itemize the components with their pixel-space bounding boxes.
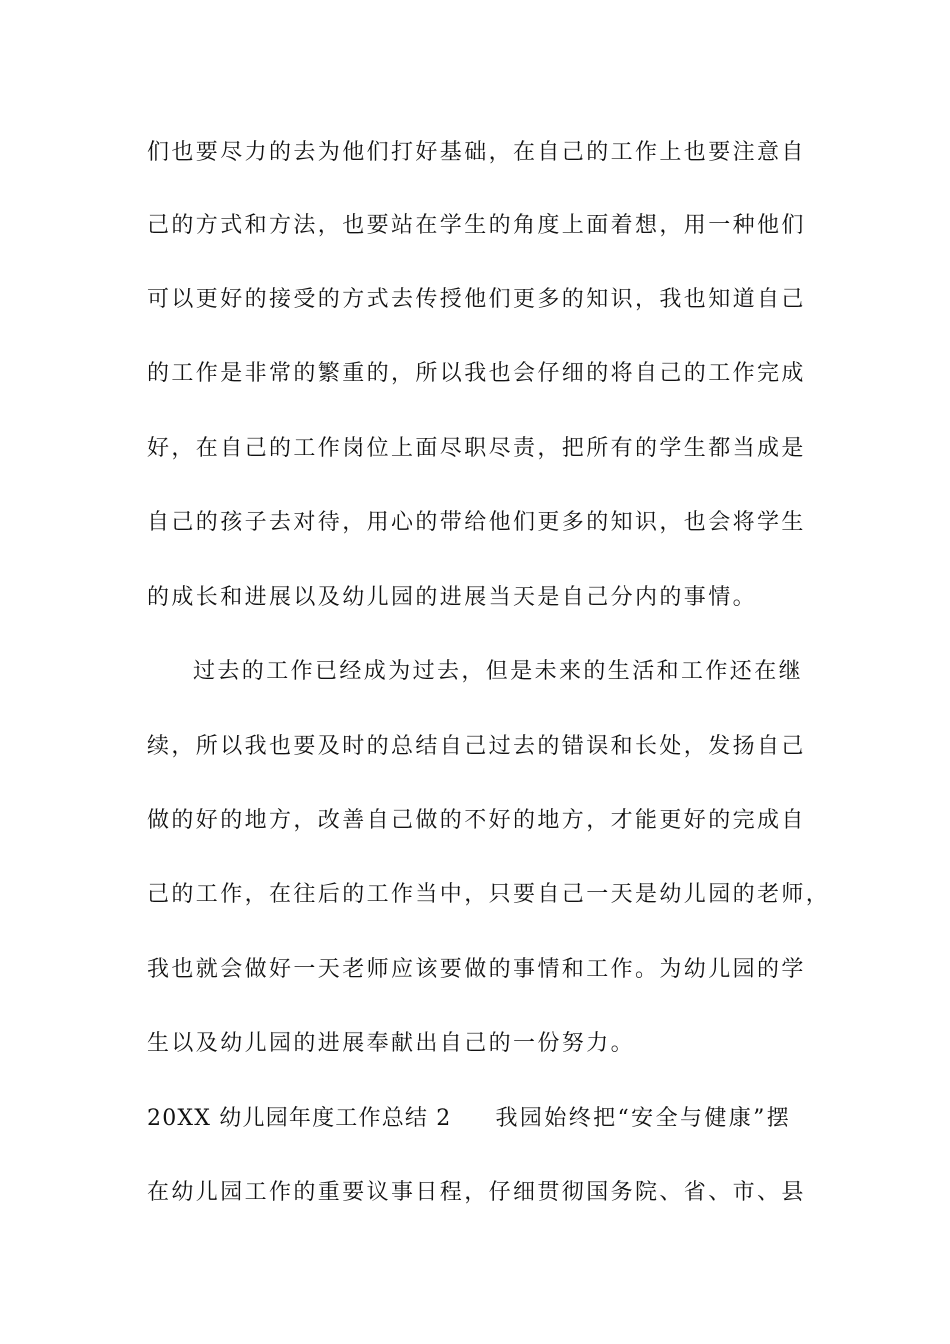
section-heading-line <box>147 1104 827 1134</box>
text-line: 己的方式和方法，也要站在学生的角度上面着想，用一种他们 <box>147 213 806 238</box>
text-line: 的成长和进展以及幼儿园的进展当天是自己分内的事情。 <box>147 585 758 610</box>
section-title: 20XX 幼儿园年度工作总结 2 <box>147 1106 452 1131</box>
text-line: 续，所以我也要及时的总结自己过去的错误和长处，发扬自己 <box>147 734 806 759</box>
text-line: 可以更好的接受的方式去传授他们更多的知识，我也知道自己 <box>147 287 806 312</box>
text-line: 在幼儿园工作的重要议事日程，仔细贯彻国务院、省、市、县 <box>147 1180 806 1205</box>
text-line: 好，在自己的工作岗位上面尽职尽责，把所有的学生都当成是 <box>147 436 806 461</box>
text-line: 的工作是非常的繁重的，所以我也会仔细的将自己的工作完成 <box>147 361 806 386</box>
text-line: 们也要尽力的去为他们打好基础，在自己的工作上也要注意自 <box>147 140 806 165</box>
text-line: 己的工作，在往后的工作当中，只要自己一天是幼儿园的老师， <box>147 882 831 907</box>
text-line: 做的好的地方，改善自己做的不好的地方，才能更好的完成自 <box>147 808 806 833</box>
section-text: 我园始终把“安全与健康”摆 <box>495 1106 792 1131</box>
text-line: 我也就会做好一天老师应该要做的事情和工作。为幼儿园的学 <box>147 957 806 982</box>
paragraph-first-line: 过去的工作已经成为过去，但是未来的生活和工作还在继 <box>193 659 804 684</box>
text-line: 生以及幼儿园的进展奉献出自己的一份努力。 <box>147 1031 636 1056</box>
text-line: 自己的孩子去对待，用心的带给他们更多的知识，也会将学生 <box>147 510 806 535</box>
